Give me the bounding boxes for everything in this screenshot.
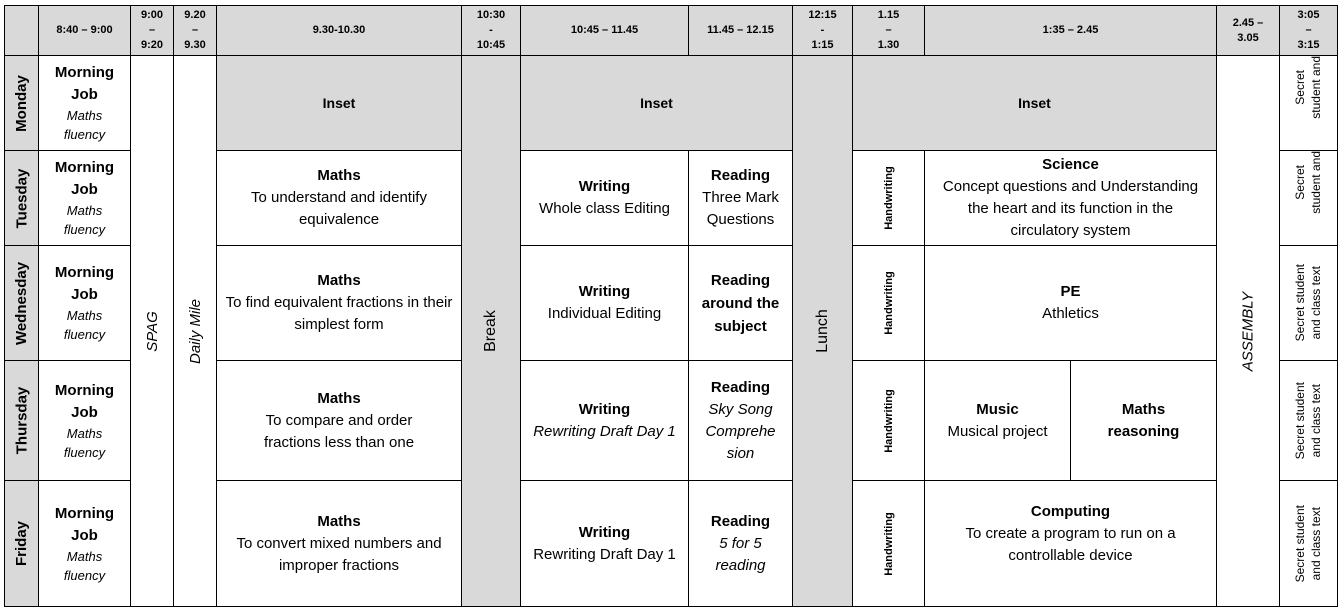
thursday-music: Music Musical project: [924, 360, 1071, 481]
secret-text-monday: Secret student and: [1279, 55, 1338, 151]
corner-cell: [4, 5, 39, 56]
tuesday-science: Science Concept questions and Understanding the heart and its function in the circulatory system: [924, 150, 1217, 246]
spag-column: SPAG: [130, 55, 174, 607]
day-thursday: Thursday: [4, 360, 39, 481]
secret-text-thursday: Secret student and class text: [1279, 360, 1338, 481]
header-time-7: 11.45 – 12.15: [688, 5, 793, 56]
friday-reading: Reading 5 for 5 reading: [688, 480, 793, 607]
thursday-handwriting: Handwriting: [852, 360, 925, 481]
lunch-column: Lunch: [792, 55, 853, 607]
thursday-maths-reasoning: Maths reasoning: [1070, 360, 1217, 481]
thursday-reading: Reading Sky Song Comprehe sion: [688, 360, 793, 481]
morning-job-wednesday: Morning Job Maths fluency: [38, 245, 131, 361]
header-time-8: 12:15 - 1:15: [792, 5, 853, 56]
wednesday-pe: PE Athletics: [924, 245, 1217, 361]
day-friday: Friday: [4, 480, 39, 607]
monday-inset-2: Inset: [520, 55, 793, 151]
morning-job-monday: Morning Job Maths fluency: [38, 55, 131, 151]
header-time-12: 3:05 – 3:15: [1279, 5, 1338, 56]
wednesday-reading: Reading around the subject: [688, 245, 793, 361]
daily-mile-column: Daily Mile: [173, 55, 217, 607]
friday-writing: Writing Rewriting Draft Day 1: [520, 480, 689, 607]
header-time-10: 1:35 – 2.45: [924, 5, 1217, 56]
secret-text-friday: Secret student and class text: [1279, 480, 1338, 607]
friday-computing: Computing To create a program to run on a controllable device: [924, 480, 1217, 607]
day-monday: Monday: [4, 55, 39, 151]
tuesday-reading: Reading Three Mark Questions: [688, 150, 793, 246]
secret-text-tuesday: Secret student and: [1279, 150, 1338, 246]
thursday-maths: Maths To compare and order fractions less than one: [216, 360, 462, 481]
tuesday-maths: Maths To understand and identify equivalence: [216, 150, 462, 246]
wednesday-writing: Writing Individual Editing: [520, 245, 689, 361]
header-time-1: 8:40 – 9:00: [38, 5, 131, 56]
monday-inset-3: Inset: [852, 55, 1217, 151]
friday-handwriting: Handwriting: [852, 480, 925, 607]
header-time-6: 10:45 – 11.45: [520, 5, 689, 56]
header-time-5: 10:30 - 10:45: [461, 5, 521, 56]
timetable: [4, 5, 1338, 607]
day-tuesday: Tuesday: [4, 150, 39, 246]
header-time-4: 9.30-10.30: [216, 5, 462, 56]
morning-job-tuesday: Morning Job Maths fluency: [38, 150, 131, 246]
tuesday-handwriting: Handwriting: [852, 150, 925, 246]
morning-job-thursday: Morning Job Maths fluency: [38, 360, 131, 481]
header-time-3: 9.20 – 9.30: [173, 5, 217, 56]
header-time-11: 2.45 – 3.05: [1216, 5, 1280, 56]
wednesday-maths: Maths To find equivalent fractions in their simplest form: [216, 245, 462, 361]
monday-inset-1: Inset: [216, 55, 462, 151]
tuesday-writing: Writing Whole class Editing: [520, 150, 689, 246]
break-column: Break: [461, 55, 521, 607]
morning-job-friday: Morning Job Maths fluency: [38, 480, 131, 607]
thursday-writing: Writing Rewriting Draft Day 1: [520, 360, 689, 481]
day-wednesday: Wednesday: [4, 245, 39, 361]
secret-text-wednesday: Secret student and class text: [1279, 245, 1338, 361]
assembly-column: ASSEMBLY: [1216, 55, 1280, 607]
header-time-9: 1.15 – 1.30: [852, 5, 925, 56]
friday-maths: Maths To convert mixed numbers and improper fractions: [216, 480, 462, 607]
header-time-2: 9:00 – 9:20: [130, 5, 174, 56]
wednesday-handwriting: Handwriting: [852, 245, 925, 361]
